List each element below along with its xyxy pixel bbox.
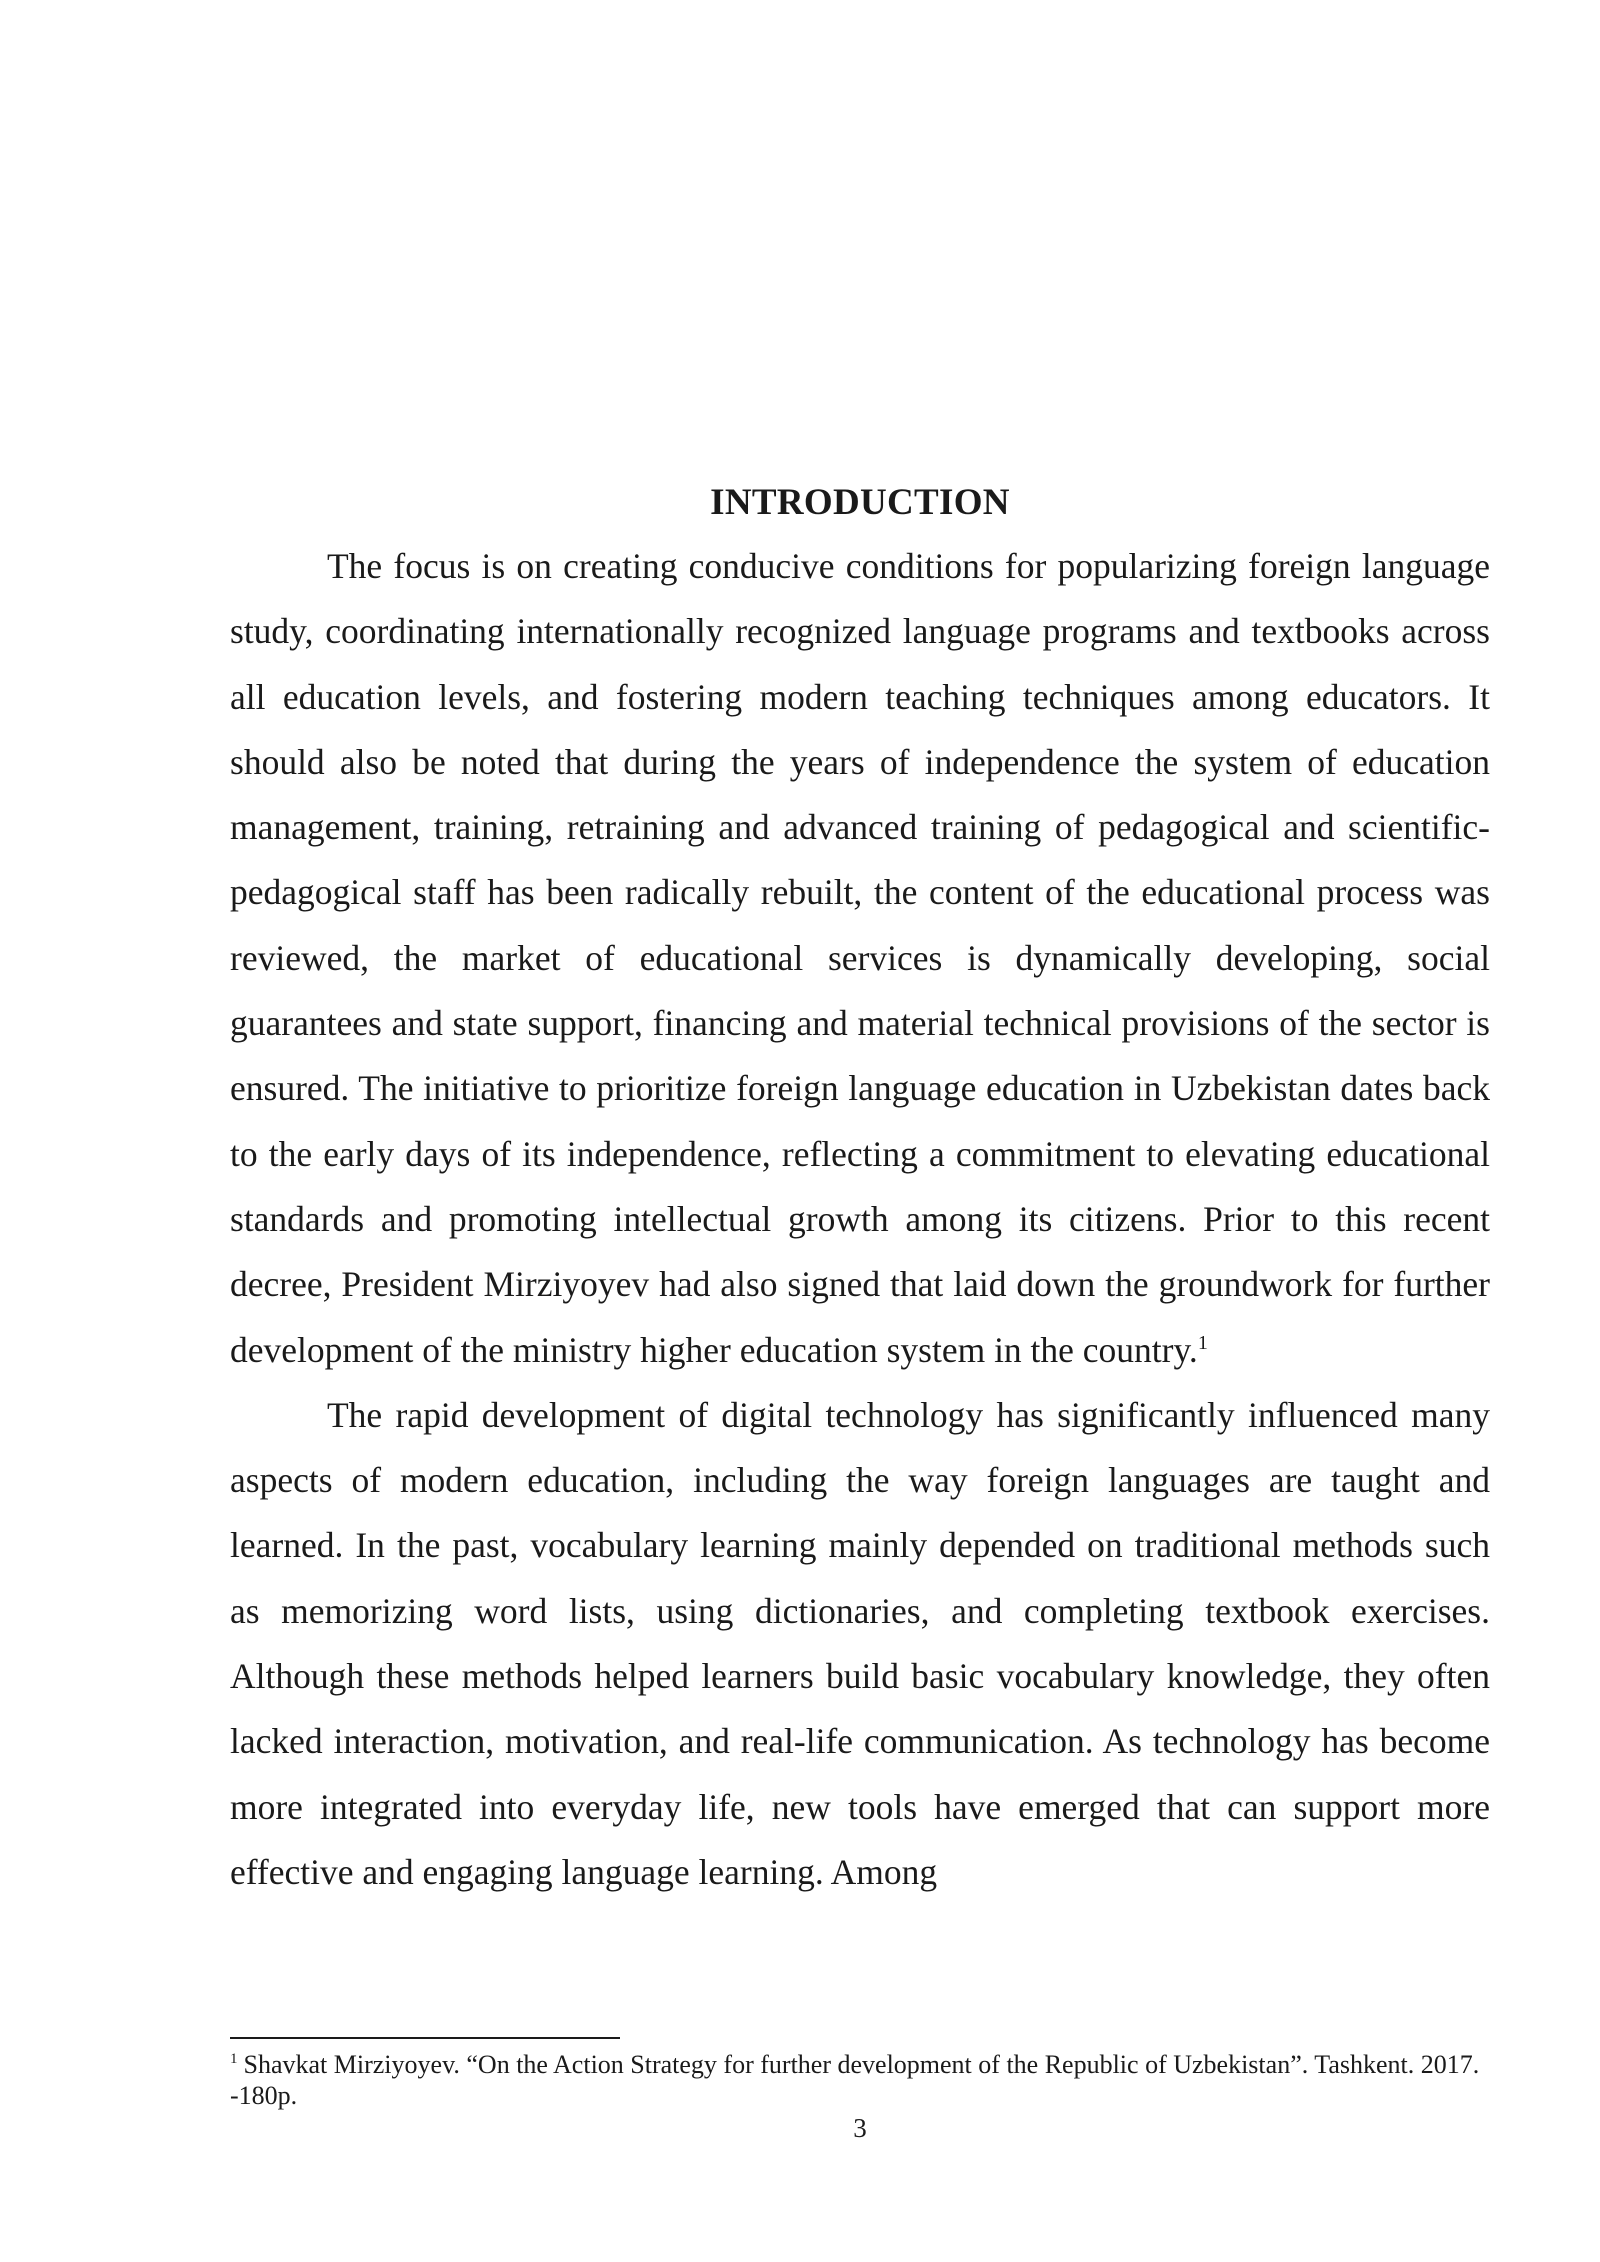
paragraph-1-text: The focus is on creating conducive conditions for popularizing foreign language study, coordinating internationally recognized language programs and textbooks across all education levels, and fostering modern teaching techniques among educators. It should also be noted that during the years of independence the system of education management, training, retraining and advanced training of pedagogical and scientific-pedagogical staff has been radically rebuilt, the content of the educational process was reviewed, the market of educational services is dynamically developing, social guarantees and state support, financing and material technical provisions of the sector is ensured. The initiative to prioritize foreign language education in Uzbekistan dates back to the early days of its independence, reflecting a commitment to elevating educational standards and promoting intellectual growth among its citizens. Prior to this recent decree, President Mirziyoyev had also signed that laid down the groundwork for further development of the ministry higher education system in the country. [230, 546, 1490, 1370]
section-heading: INTRODUCTION [710, 482, 1010, 523]
paragraph-2-text: The rapid development of digital technology has significantly influenced many aspects of modern education, including the way foreign languages are taught and learned. In the past, vocabulary learning mainly depended on traditional methods such as memorizing word lists, using dictionaries, and completing textbook exercises. Although these methods helped learners build basic vocabulary knowledge, they often lacked interaction, motivation, and real-life communication. As technology has become more integrated into everyday life, new tools have emerged that can support more effective and engaging language learning. Among [230, 1394, 1490, 1892]
page-body [230, 478, 1490, 1905]
footnote-text: Shavkat Mirziyoyev. “On the Action Strategy for further development of the Republic of Uzbekistan”. Tashkent. 2017. -180p. [230, 2050, 1480, 2110]
paragraph-2 [230, 1383, 1490, 1905]
paragraph-1 [230, 534, 1490, 1383]
footnote-separator [230, 2037, 620, 2039]
footnote-reference[interactable]: 1 [1197, 1331, 1208, 1354]
page-number: 3 [853, 2113, 867, 2143]
footnote [230, 2049, 1490, 2111]
footnote-marker: 1 [230, 2051, 238, 2068]
